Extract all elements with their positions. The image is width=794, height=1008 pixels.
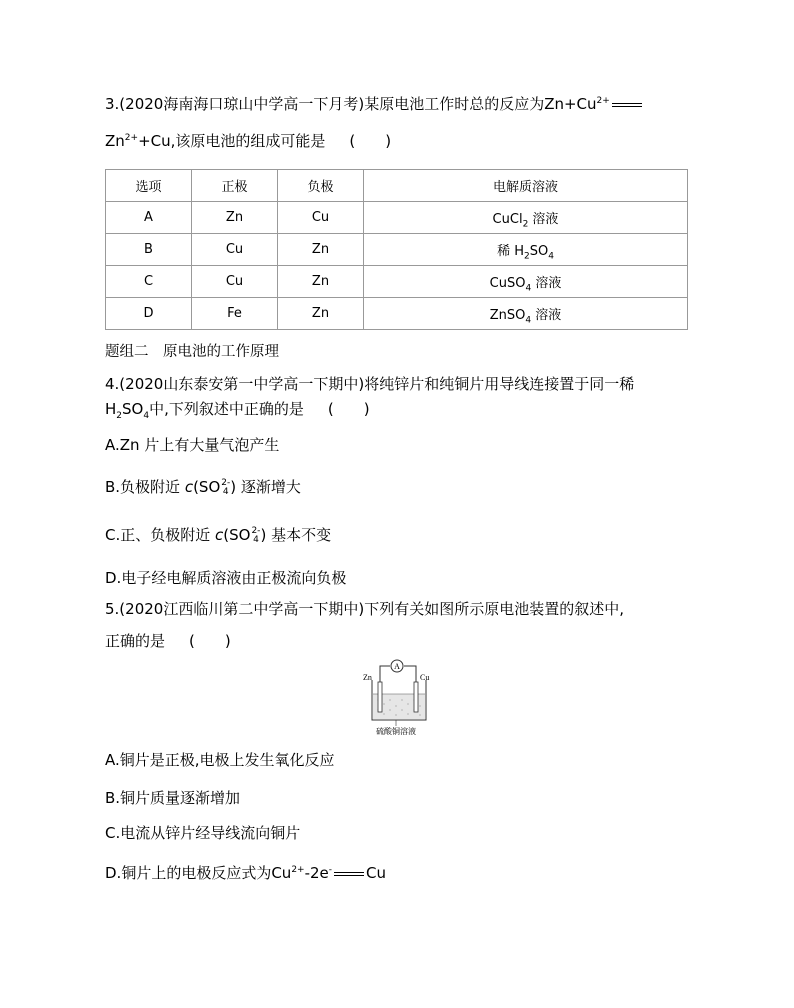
table-cell-solution: 稀 $H_2SO_4$ bbox=[364, 234, 688, 266]
q5-option-b: B.铜片质量逐渐增加 bbox=[105, 789, 241, 807]
sulfate-charge-stack: 2- 4 bbox=[221, 477, 231, 497]
table-header: 电解质溶液 bbox=[364, 170, 688, 202]
equilibrium-bar bbox=[612, 103, 642, 107]
group-heading: 题组二 原电池的工作原理 bbox=[105, 344, 279, 360]
zinc-label: Zn bbox=[363, 673, 372, 682]
table-header-row bbox=[106, 170, 688, 202]
table-cell-positive: Fe bbox=[192, 298, 278, 330]
table-cell-negative: Zn bbox=[278, 298, 364, 330]
q3-answer-paren: ( ) bbox=[349, 132, 392, 150]
table-row bbox=[106, 266, 688, 298]
table-cell-negative: Cu bbox=[278, 202, 364, 234]
table-cell-option: D bbox=[106, 298, 192, 330]
table-cell-option: A bbox=[106, 202, 192, 234]
figure-caption: 硫酸铜溶液 bbox=[376, 727, 416, 736]
q5-stem-line1: 5.(2020江西临川第二中学高一下期中)下列有关如图所示原电池装置的叙述中, bbox=[105, 600, 624, 618]
q3-eq-right-b: +Cu,该原电池的组成可能是 bbox=[138, 132, 326, 150]
sulfate-charge-stack: 2- 4 bbox=[251, 525, 261, 545]
q4-option-b: B.负极附近 c(SO2- 4 ) 逐渐增大 bbox=[105, 477, 301, 497]
q5-stem-line2: 正确的是 ( ) bbox=[105, 632, 231, 650]
q4-stem-line1: 4.(2020山东泰安第一中学高一下期中)将纯锌片和纯铜片用导线连接置于同一稀 bbox=[105, 375, 635, 393]
q5-option-c: C.电流从锌片经导线流向铜片 bbox=[105, 824, 301, 842]
table-cell-solution: ZnSO$_4$ 溶液 bbox=[364, 298, 688, 330]
table-cell-negative: Zn bbox=[278, 266, 364, 298]
wire-right bbox=[404, 666, 416, 682]
table-row bbox=[106, 234, 688, 266]
q5-option-a: A.铜片是正极,电极上发生氧化反应 bbox=[105, 751, 335, 769]
table-cell-option: C bbox=[106, 266, 192, 298]
q3-stem-line1 bbox=[105, 95, 644, 113]
table-cell-positive: Cu bbox=[192, 266, 278, 298]
q5-option-d: D.铜片上的电极反应式为$Cu^{2+}-2e^-$ Cu bbox=[105, 864, 387, 882]
table-header: 选项 bbox=[106, 170, 192, 202]
concentration-symbol: c bbox=[215, 526, 224, 544]
concentration-symbol: c bbox=[184, 478, 194, 496]
table-header: 正极 bbox=[192, 170, 278, 202]
table-cell-positive: Zn bbox=[192, 202, 278, 234]
galvanic-cell-figure bbox=[360, 658, 440, 738]
wire-left bbox=[380, 666, 390, 682]
q4-option-c: C.正、负极附近 c(SO2- 4 ) 基本不变 bbox=[105, 525, 332, 545]
table-row bbox=[106, 202, 688, 234]
copper-electrode bbox=[414, 682, 418, 712]
equilibrium-bar bbox=[334, 872, 364, 876]
table-row bbox=[106, 298, 688, 330]
table-cell-positive: Cu bbox=[192, 234, 278, 266]
q5-answer-paren: ( ) bbox=[189, 632, 231, 650]
q4-option-d: D.电子经电解质溶液由正极流向负极 bbox=[105, 569, 347, 587]
q3-stem-line2 bbox=[105, 132, 391, 150]
table-cell-option: B bbox=[106, 234, 192, 266]
table-cell-solution: CuSO$_4$ 溶液 bbox=[364, 266, 688, 298]
copper-label: Cu bbox=[420, 673, 430, 682]
table-cell-negative: Zn bbox=[278, 234, 364, 266]
table-header: 负极 bbox=[278, 170, 364, 202]
q3-prefix: 3.(2020海南海口琼山中学高一下月考)某原电池工作时总的反应为 bbox=[105, 95, 545, 113]
q4-option-a: A.Zn 片上有大量气泡产生 bbox=[105, 436, 280, 454]
table-cell-solution: CuCl$_2$ 溶液 bbox=[364, 202, 688, 234]
q3-eq-right-charge: 2+ bbox=[124, 133, 139, 143]
q4-answer-paren: ( ) bbox=[327, 400, 370, 418]
q3-options-table bbox=[105, 169, 688, 330]
q3-eq-left: Zn+Cu bbox=[544, 95, 597, 113]
q3-eq-left-charge: 2+ bbox=[596, 96, 610, 106]
ammeter-label: A bbox=[394, 662, 400, 671]
q4-stem-line2: $H_2SO_4$中,下列叙述中正确的是 ( ) bbox=[105, 400, 370, 421]
q3-eq-right-a: Zn bbox=[105, 132, 125, 150]
zinc-electrode bbox=[378, 682, 382, 712]
